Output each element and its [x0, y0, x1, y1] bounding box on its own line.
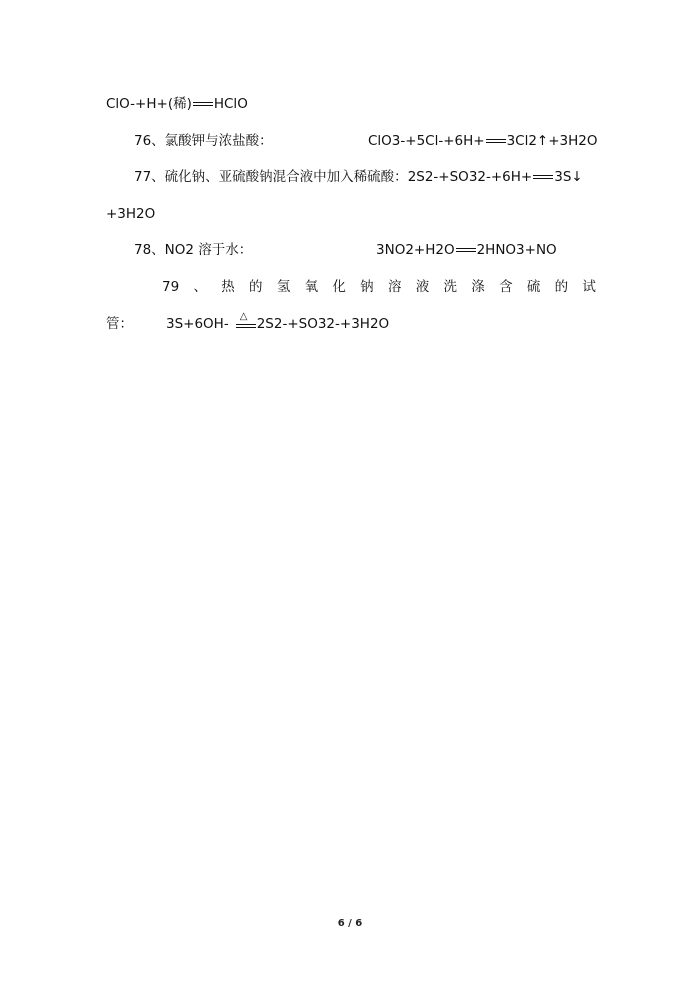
- equation-label: 78、NO2 溶于水：: [134, 242, 253, 258]
- heat-equals-sign-icon: [235, 311, 257, 334]
- equation-products: HClO: [213, 96, 248, 112]
- equation-reactants: 3S+6OH-: [166, 316, 229, 332]
- equation-reactants: 3NO2+H2O: [376, 242, 455, 258]
- equation-line-78: [134, 240, 252, 260]
- equation-label-char: 含: [499, 279, 513, 295]
- equation-label-char: 试: [582, 279, 596, 295]
- equation-line-76: [134, 131, 273, 151]
- equation-products: 2S2-+SO32-+3H2O: [256, 316, 390, 332]
- equation-label-char: 、: [193, 279, 207, 295]
- equation-label-char: 钠: [360, 279, 374, 295]
- equation-line-79: [162, 277, 596, 297]
- equation-label-char: 的: [249, 279, 263, 295]
- page-number: 6 / 6: [337, 918, 363, 929]
- equation-line-77: [134, 167, 583, 187]
- equation-label-char: 洗: [443, 279, 457, 295]
- equation-products: 2HNO3+NO: [476, 242, 557, 258]
- equation-label-char: 硫: [526, 279, 541, 295]
- equation-continuation: +3H2O: [106, 206, 156, 222]
- equation-reactants: ClO-+H+(稀): [106, 96, 192, 112]
- equals-sign-icon: [192, 94, 214, 114]
- heat-triangle: △: [239, 311, 248, 322]
- equation-label-char: 涤: [471, 279, 485, 295]
- equation-label-char: 氧: [304, 279, 319, 295]
- equals-sign-icon: [485, 131, 507, 151]
- equation-line-clo: [106, 94, 248, 114]
- equation-label: 管：: [106, 316, 133, 332]
- equation-line-78-formula: [376, 240, 557, 260]
- equation-label-char: 热: [221, 279, 235, 295]
- equation-label: 77、硫化钠、亚硫酸钠混合液中加入稀硫酸：: [134, 169, 408, 185]
- equation-label-char: 化: [332, 279, 346, 295]
- equation-line-76-formula: [368, 131, 598, 151]
- equation-label: 76、氯酸钾与浓盐酸：: [134, 133, 273, 149]
- equation-line-79-formula: [166, 311, 390, 334]
- equation-label-char: 溶: [387, 279, 402, 295]
- equation-products: 3Cl2↑+3H2O: [506, 133, 598, 149]
- equals-sign-icon: [455, 240, 477, 260]
- equation-reactants: 2S2-+SO32-+6H+: [407, 169, 533, 185]
- equation-label-char: 79: [162, 279, 180, 295]
- equation-label-char: 的: [554, 279, 569, 295]
- equation-label-char: 氢: [276, 279, 291, 295]
- equation-line-77-continued: [106, 204, 155, 224]
- equation-line-79-continued: [106, 314, 133, 334]
- equation-label-char: 液: [415, 279, 430, 295]
- equation-products: 3S↓: [554, 169, 583, 185]
- equals-sign-icon: [532, 167, 554, 187]
- equation-reactants: ClO3-+5Cl-+6H+: [368, 133, 485, 149]
